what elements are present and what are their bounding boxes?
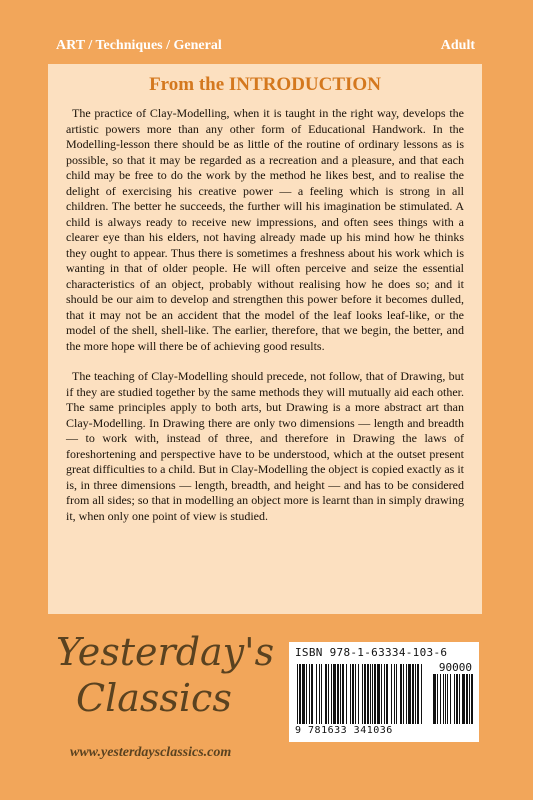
barcode-graphic <box>297 664 473 724</box>
introduction-panel <box>48 64 482 614</box>
paragraph-2: The teaching of Clay-Modelling should precede, not follow, that of Drawing, but if they are studied together by the same methods they will mutually aid each other. The same principles apply to both arts, but Drawing is a more abstract art than Clay-Modelling. In Drawing there are only two dimensions — length and breadth — to work with, instead of three, and therefore in Drawing the laws of foreshortening and perspective have to be understood, which at the outset present great difficulties to a child. But in Clay-Modelling the object is copied exactly as it is, in three dimensions — length, breadth, and height — and has to be considered from all sides; so that in modelling an object more is learnt than in simply drawing it, when only one point of view is studied. <box>66 369 465 523</box>
barcode-box <box>289 642 479 742</box>
publisher-logo <box>56 630 276 730</box>
logo-line-2: Classics <box>76 676 232 720</box>
ean-digits: 9 781633 341036 <box>295 725 393 736</box>
panel-title: From the INTRODUCTION <box>149 74 381 95</box>
logo-line-1: Yesterday's <box>56 630 275 674</box>
publisher-url[interactable]: www.yesterdaysclassics.com <box>70 745 232 760</box>
paragraph-1: The practice of Clay-Modelling, when it is taught in the right way, develops the artistic powers more than any other form of Educational Handwork. In the Modelling-lesson there should be as little of the routine of ordinary lessons as is possible, so that it may be regarded as a recreation and a pleasure, and that each child may be free to do the work by the method he likes best, and to realise the delight of exercising his creative power — a feeling which is strong in all children. The better he succeeds, the further will his imagination be stimulated. A child is always ready to receive new impressions, and often sees things with a clearer eye than his elders, not having already made up his mind how he thinks they ought to appear. Thus there is sometimes a freshness about his work which is wanting in that of older people. He will often perceive and seize the essential characteristics of an object, probably without realising how he does so; and it should be our aim to develop and strengthen this power before it becomes dulled, that it may not be an accident that the model of the leaf looks leaf-like, or the model of the shell, shell-like. The earlier, therefore, that we begin, the better, and the more hope will there be of achieving good results. <box>66 106 464 353</box>
top-bar <box>56 38 475 58</box>
category-label: ART / Techniques / General <box>56 38 222 53</box>
audience-label: Adult <box>440 38 475 53</box>
price-code: 90000 <box>438 661 472 674</box>
isbn-text: ISBN 978-1-63334-103-6 <box>295 646 448 659</box>
